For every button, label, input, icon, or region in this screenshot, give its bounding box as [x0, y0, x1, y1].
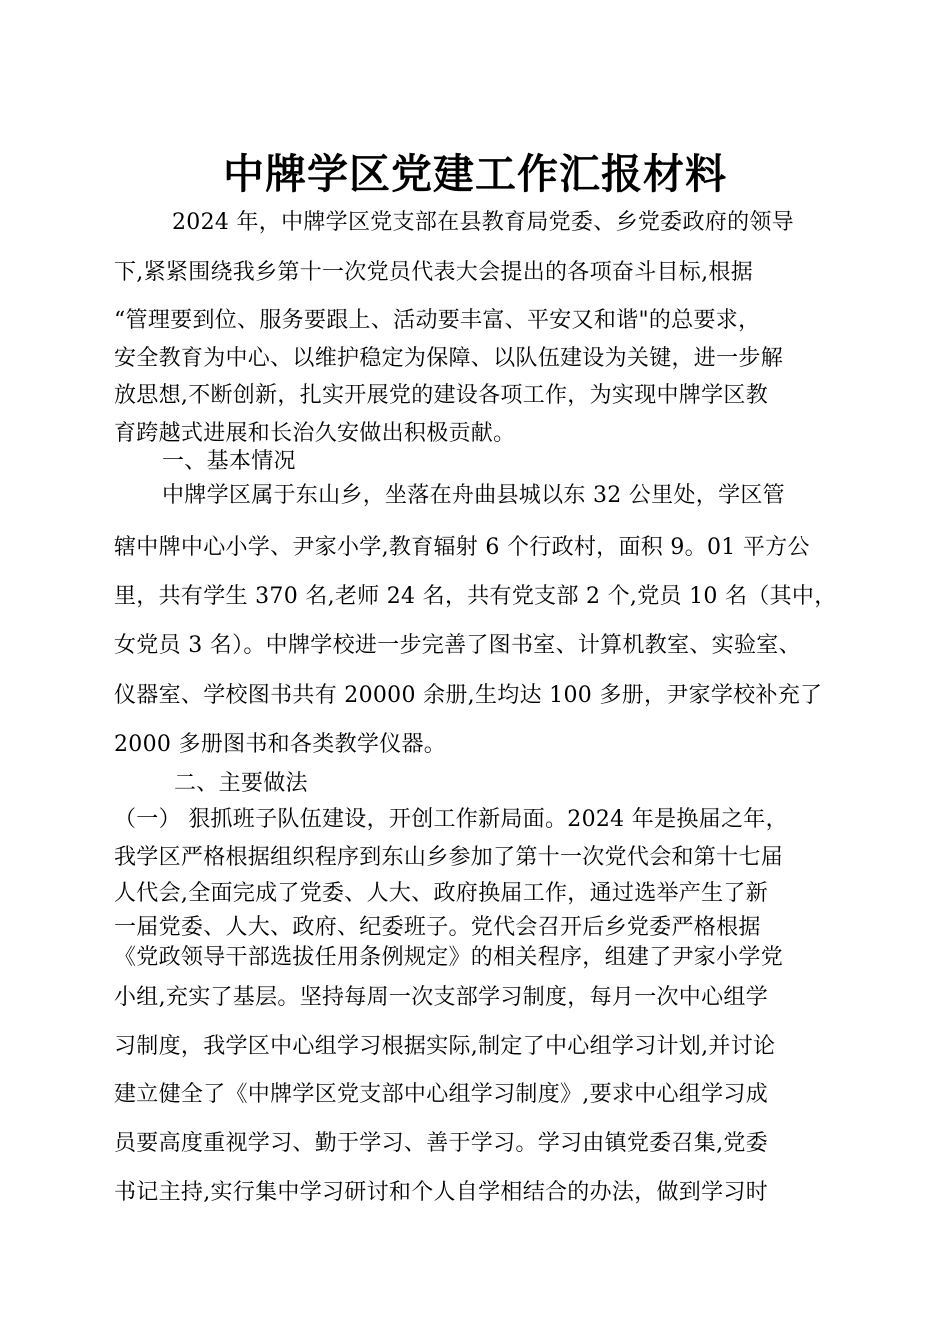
section-heading-main-practices: 二、主要做法	[174, 771, 308, 796]
intro-line: 育跨越式进展和长治久安做出积极贡献。	[114, 421, 516, 446]
intro-line: 安全教育为中心、以维护稳定为保障、以队伍建设为关键，进一步解	[114, 346, 784, 371]
section2-line: 建立健全了《中牌学区党支部中心组学习制度》,要求中心组学习成	[114, 1082, 768, 1107]
section2-line: 员要高度重视学习、勤于学习、善于学习。学习由镇党委召集,党委	[114, 1131, 768, 1156]
section2-line: 《党政领导干部选拔任用条例规定》的相关程序，组建了尹家小学党	[114, 945, 784, 970]
section2-line: 一届党委、人大、政府、纪委班子。党代会召开后乡党委严格根据	[114, 915, 761, 940]
intro-line: “管理要到位、服务要跟上、活动要丰富、平安又和谐"的总要求，	[114, 308, 761, 333]
section1-line: 2000 多册图书和各类教学仪器。	[114, 732, 447, 757]
section-heading-basic-situation: 一、基本情况	[162, 449, 296, 474]
section1-line: 中牌学区属于东山乡，坐落在舟曲县城以东 32 公里处，学区管	[162, 483, 785, 508]
section2-line: 书记主持,实行集中学习研讨和个人自学相结合的办法，做到学习时	[114, 1180, 768, 1205]
section2-line: 人代会,全面完成了党委、人大、政府换届工作，通过选举产生了新	[114, 881, 768, 906]
section1-line: 女党员 3 名）。中牌学校进一步完善了图书室、计算机教室、实验室、	[114, 633, 801, 658]
document-title: 中牌学区党建工作汇报材料	[223, 150, 727, 198]
intro-line: 放思想,不断创新，扎实开展党的建设各项工作，为实现中牌学区教	[114, 383, 768, 408]
section2-line: 我学区严格根据组织程序到东山乡参加了第十一次党代会和第十七届	[114, 845, 784, 870]
section2-line: （一） 狠抓班子队伍建设，开创工作新局面。2024 年是换届之年，	[114, 807, 788, 832]
intro-line: 2024 年，中牌学区党支部在县教育局党委、乡党委政府的领导	[172, 210, 794, 235]
section2-line: 小组,充实了基层。坚持每周一次支部学习制度，每月一次中心组学	[114, 985, 768, 1010]
section1-line: 仪器室、学校图书共有 20000 余册,生均达 100 多册，尹家学校补充了	[114, 683, 823, 708]
section1-line: 辖中牌中心小学、尹家小学,教育辐射 6 个行政村，面积 9。01 平方公	[114, 535, 810, 560]
section2-line: 习制度，我学区中心组学习根据实际,制定了中心组学习计划,并讨论	[114, 1034, 776, 1059]
section1-line: 里，共有学生 370 名,老师 24 名，共有党支部 2 个,党员 10 名（其中，	[114, 584, 837, 609]
intro-line: 下,紧紧围绕我乡第十一次党员代表大会提出的各项奋斗目标,根据	[114, 260, 753, 285]
